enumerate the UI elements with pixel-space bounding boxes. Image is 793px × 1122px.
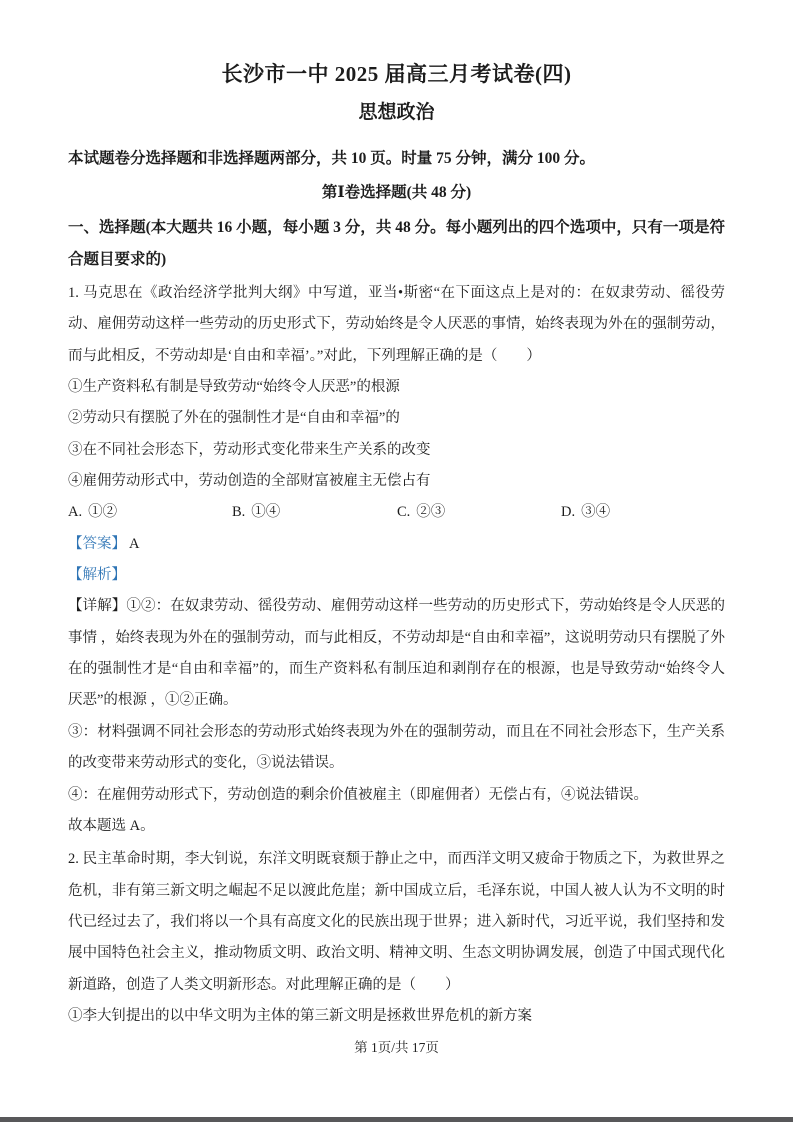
question-1-statement-3: ③在不同社会形态下，劳动形式变化带来生产关系的改变 xyxy=(68,441,431,458)
detail-paragraph-2: ③：材料强调不同社会形态的劳动形式始终表现为外在的强制劳动，而且在不同社会形态下，生产关系的改变带来劳动形式的变化，③说法错误。 xyxy=(68,723,725,772)
option-b xyxy=(232,497,397,528)
viewer-bottom-bar xyxy=(0,1117,793,1122)
option-b-value: ①④ xyxy=(251,504,281,521)
question-1-stem: 1. 马克思在《政治经济学批判大纲》中写道，亚当•斯密“在下面这点上是对的：在奴隶劳动、徭役劳动、雇佣劳动这样一些劳动的历史形式下，劳动始终是令人厌恶的事情，始终表现为外在的强制劳动，而与此相反，不劳动却是‘自由和幸福’。”对此，下列理解正确的是（ ） xyxy=(68,285,725,364)
question-1-statement-1: ①生产资料私有制是导致劳动“始终令人厌恶”的根源 xyxy=(68,379,400,396)
answer-line xyxy=(68,529,725,560)
page-title: 长沙市一中 2025 届高三月考试卷(四) xyxy=(221,62,572,86)
question-1-statement-4: ④雇佣劳动形式中，劳动创造的全部财富被雇主无偿占有 xyxy=(68,473,431,490)
question-2 xyxy=(68,844,725,1032)
question-2-statement-1: ①李大钊提出的以中华文明为主体的第三新文明是拯救世界危机的新方案 xyxy=(68,1007,532,1024)
answer-label: 【答案】 xyxy=(68,535,126,552)
option-b-label: B. xyxy=(232,504,246,521)
option-a-label: A. xyxy=(68,504,83,521)
analysis-label: 【解析】 xyxy=(68,567,126,584)
analysis-line xyxy=(68,560,725,591)
detail-paragraph-3: ④：在雇佣劳动形式下，劳动创造的剩余价值被雇主（即雇佣者）无偿占有，④说法错误。 xyxy=(68,786,648,803)
part-heading: 一、选择题(本大题共 16 小题，每小题 3 分，共 48 分。每小题列出的四个选项中，只有一项是符合题目要求的) xyxy=(68,219,725,268)
option-c-value: ②③ xyxy=(416,504,446,521)
option-d-label: D. xyxy=(561,504,576,521)
option-c-label: C. xyxy=(397,504,411,521)
option-c xyxy=(397,497,561,528)
question-2-stem: 2. 民主革命时期，李大钊说，东洋文明既衰颓于静止之中，而西洋文明又疲命于物质之下，为救世界之危机，非有第三新文明之崛起不足以渡此危崖；新中国成立后，毛泽东说，中国人被人认为不文明的时代已经过去了，我们将以一个具有高度文化的民族出现于世界；进入新时代，习近平说，我们坚持和发展中国特色社会主义，推动物质文明、政治文明、精神文明、生态文明协调发展，创造了中国式现代化新道路，创造了人类文明新形态。对此理解正确的是（ ） xyxy=(68,851,725,993)
exam-info: 本试题卷分选择题和非选择题两部分，共 10 页。时量 75 分钟，满分 100 分。 xyxy=(68,150,596,167)
section-title: 第Ⅰ卷选择题(共 48 分) xyxy=(321,184,472,201)
option-a xyxy=(68,497,232,528)
detail-paragraph-1: 【详解】①②：在奴隶劳动、徭役劳动、雇佣劳动这样一些劳动的历史形式下，劳动始终是令人厌恶的事情 ，始终表现为外在的强制劳动，而与此相反，不劳动却是“自由和幸福”，这说明劳动只有摆脱了外在的强制性才是“自由和幸福”的，而生产资料私有制压迫和剥削存在的根源，也是导致劳动“始终令人厌恶”的根源 ，①②正确。 xyxy=(68,598,725,709)
option-a-value: ①② xyxy=(88,504,118,521)
page-subtitle: 思想政治 xyxy=(358,102,435,123)
option-d xyxy=(561,497,725,528)
detail-conclusion: 故本题选 A。 xyxy=(68,817,155,834)
question-1 xyxy=(68,278,725,842)
question-1-statement-2: ②劳动只有摆脱了外在的强制性才是“自由和幸福”的 xyxy=(68,410,400,427)
option-d-value: ③④ xyxy=(581,504,611,521)
answer-value: A xyxy=(129,535,140,552)
page-footer: 第 1页/共 17页 xyxy=(354,1040,439,1056)
question-1-options xyxy=(68,497,725,528)
